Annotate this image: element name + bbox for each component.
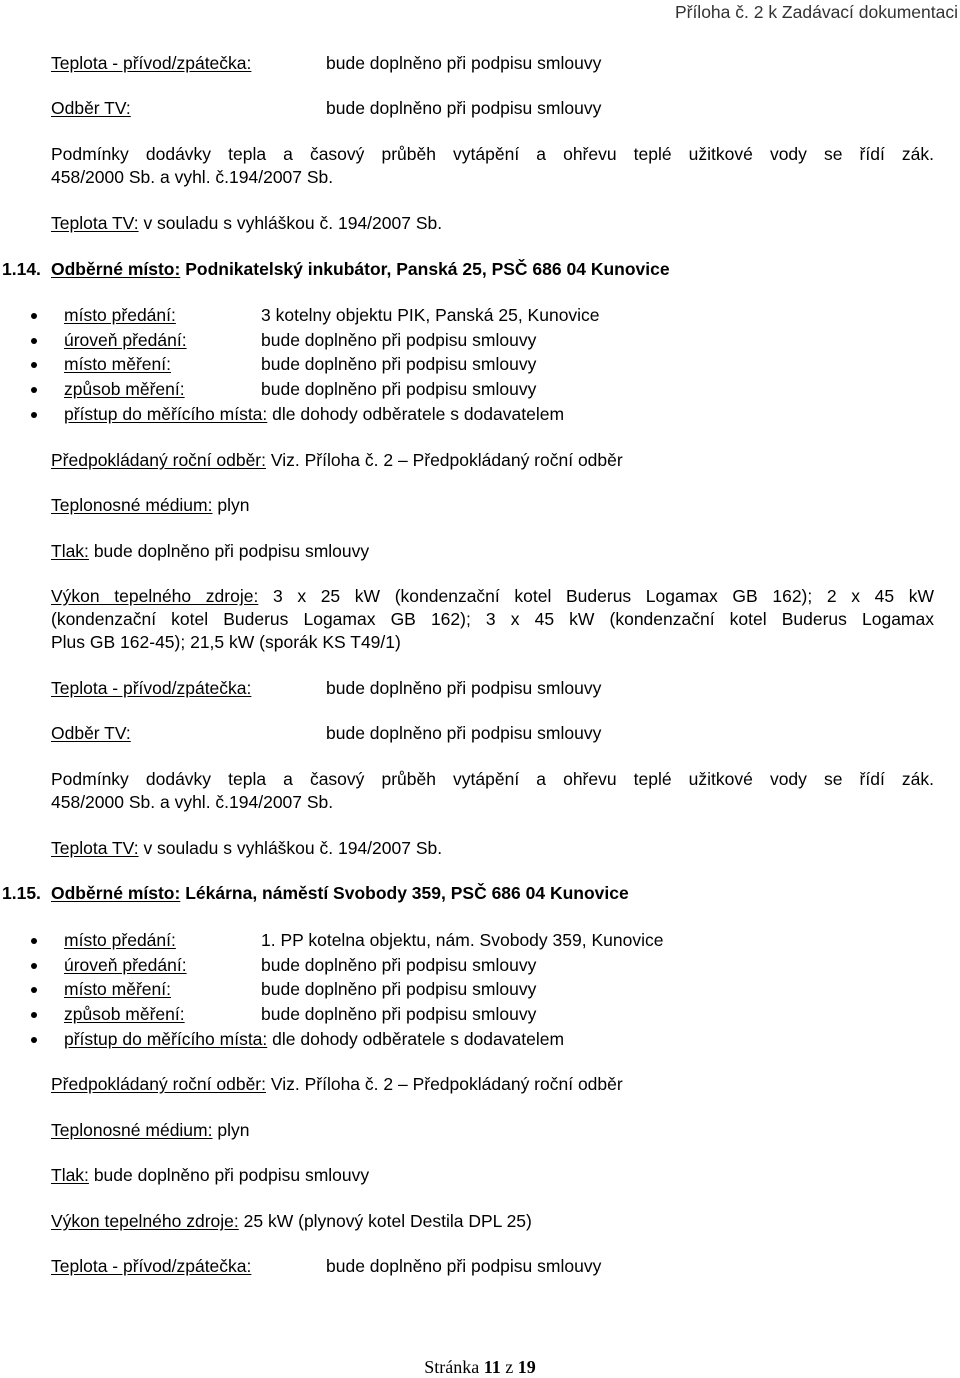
bullet-list-1-14	[26, 303, 600, 427]
conditions-line1-top: Podmínky dodávky tepla a časový průběh vytápění a ohřevu teplé užitkové vody se řídí zák.	[51, 144, 934, 164]
footer-word: Stránka	[424, 1357, 480, 1377]
odber-tv-value: bude doplněno při podpisu smlouvy	[326, 723, 602, 743]
section-heading-1-15	[51, 882, 934, 905]
vykon-value: 25 kW (plynový kotel Destila DPL 25)	[243, 1211, 532, 1231]
item-value: bude doplněno při podpisu smlouvy	[261, 979, 537, 1000]
medium-label: Teplonosné médium:	[51, 1120, 213, 1140]
vykon-line2: (kondenzační kotel Buderus Logamax GB 162); 3 x 45 kW (kondenzační kotel Buderus Logamax	[51, 609, 934, 629]
section-number-1-14: 1.14.	[2, 259, 41, 279]
list-item	[26, 352, 600, 377]
list-item	[26, 1002, 663, 1027]
item-label: přístup do měřícího místa:	[64, 403, 268, 424]
vykon-label: Výkon tepelného zdroje:	[51, 586, 259, 606]
predpokl-value: Viz. Příloha č. 2 – Předpokládaný roční odběr	[270, 450, 623, 470]
teplota-tv-label: Teplota TV:	[51, 213, 139, 233]
tlak-label: Tlak:	[51, 541, 89, 561]
page-footer	[0, 1357, 960, 1378]
medium-value: plyn	[217, 1120, 250, 1140]
item-value: dle dohody odběratele s dodavatelem	[272, 403, 565, 424]
temp-row	[51, 677, 934, 700]
item-label: způsob měření:	[64, 379, 185, 400]
list-item	[26, 977, 663, 1002]
item-value: bude doplněno při podpisu smlouvy	[261, 329, 537, 350]
teplota-tv-row-top	[51, 212, 934, 235]
item-value: 1. PP kotelna objektu, nám. Svobody 359, Kunovice	[261, 930, 664, 950]
medium-value: plyn	[217, 495, 250, 515]
vykon-label: Výkon tepelného zdroje:	[51, 1211, 239, 1231]
tlak-value: bude doplněno při podpisu smlouvy	[93, 1165, 370, 1185]
section-title: Podnikatelský inkubátor, Panská 25, PSČ 686 04 Kunovice	[185, 259, 670, 279]
predpokl-row	[51, 449, 934, 472]
odber-tv-value: bude doplněno při podpisu smlouvy	[326, 98, 602, 118]
teplota-tv-value: v souladu s vyhláškou č. 194/2007 Sb.	[143, 838, 443, 858]
item-value: bude doplněno při podpisu smlouvy	[261, 354, 537, 375]
item-value: 3 kotelny objektu PIK, Panská 25, Kunovice	[261, 305, 600, 325]
odber-tv-label: Odběr TV:	[51, 98, 131, 118]
temp-label: Teplota - přívod/zpátečka:	[51, 678, 252, 698]
teplota-tv-label: Teplota TV:	[51, 838, 139, 858]
medium-label: Teplonosné médium:	[51, 495, 213, 515]
conditions-line2: 458/2000 Sb. a vyhl. č.194/2007 Sb.	[51, 792, 334, 812]
page-number: 11	[483, 1357, 501, 1377]
list-item	[26, 377, 600, 402]
item-value: bude doplněno při podpisu smlouvy	[261, 379, 537, 400]
bullet-list-1-15	[26, 928, 663, 1052]
item-value: bude doplněno při podpisu smlouvy	[261, 1004, 537, 1025]
odber-tv-row	[51, 722, 934, 745]
odber-tv-row-top	[51, 97, 934, 120]
list-item	[26, 1027, 663, 1052]
vykon-line1	[51, 585, 934, 608]
teplota-tv-value: v souladu s vyhláškou č. 194/2007 Sb.	[143, 213, 443, 233]
item-label: úroveň předání:	[64, 954, 187, 975]
temp-label: Teplota - přívod/zpátečka:	[51, 1256, 252, 1276]
page-total: 19	[517, 1357, 536, 1377]
list-item	[26, 928, 663, 953]
temp-row-15	[51, 1255, 934, 1278]
temp-value: bude doplněno při podpisu smlouvy	[326, 678, 602, 698]
predpokl-label: Předpokládaný roční odběr:	[51, 1074, 266, 1094]
item-value: dle dohody odběratele s dodavatelem	[272, 1028, 565, 1049]
section-heading-1-14	[51, 258, 934, 281]
section-number-1-15: 1.15.	[2, 883, 41, 903]
conditions-line1: Podmínky dodávky tepla a časový průběh vytápění a ohřevu teplé užitkové vody se řídí zák.	[51, 769, 934, 789]
vykon-line3: Plus GB 162-45); 21,5 kW (sporák KS T49/1)	[51, 632, 401, 652]
list-item	[26, 328, 600, 353]
temp-value: bude doplněno při podpisu smlouvy	[326, 1256, 602, 1276]
tlak-row	[51, 540, 934, 563]
item-label: místo předání:	[64, 930, 176, 950]
list-item	[26, 303, 600, 328]
temp-value: bude doplněno při podpisu smlouvy	[326, 53, 602, 73]
temp-row-top	[51, 52, 934, 75]
list-item	[26, 402, 600, 427]
odberne-misto-label: Odběrné místo:	[51, 259, 181, 279]
footer-sep: z	[505, 1357, 514, 1377]
vykon-value: 3 x 25 kW (kondenzační kotel Buderus Logamax GB 162); 2 x 45 kW	[272, 586, 934, 606]
document-header: Příloha č. 2 k Zadávací dokumentaci	[674, 2, 958, 22]
conditions-line2-top: 458/2000 Sb. a vyhl. č.194/2007 Sb.	[51, 167, 334, 187]
predpokl-row-15	[51, 1073, 934, 1096]
item-label: úroveň předání:	[64, 329, 187, 350]
item-value: bude doplněno při podpisu smlouvy	[261, 954, 537, 975]
list-item	[26, 953, 663, 978]
tlak-value: bude doplněno při podpisu smlouvy	[93, 541, 370, 561]
item-label: místo měření:	[64, 354, 171, 375]
temp-label: Teplota - přívod/zpátečka:	[51, 53, 252, 73]
item-label: způsob měření:	[64, 1004, 185, 1025]
predpokl-label: Předpokládaný roční odběr:	[51, 450, 266, 470]
tlak-label: Tlak:	[51, 1165, 89, 1185]
item-label: místo předání:	[64, 305, 176, 325]
teplota-tv-row	[51, 837, 934, 860]
item-label: místo měření:	[64, 979, 171, 1000]
medium-row-15	[51, 1119, 934, 1142]
predpokl-value: Viz. Příloha č. 2 – Předpokládaný roční odběr	[270, 1074, 623, 1094]
medium-row	[51, 494, 934, 517]
odberne-misto-label: Odběrné místo:	[51, 883, 181, 903]
item-label: přístup do měřícího místa:	[64, 1028, 268, 1049]
odber-tv-label: Odběr TV:	[51, 723, 131, 743]
tlak-row-15	[51, 1164, 934, 1187]
section-title: Lékárna, náměstí Svobody 359, PSČ 686 04 Kunovice	[185, 883, 629, 903]
vykon-row-15	[51, 1210, 934, 1233]
